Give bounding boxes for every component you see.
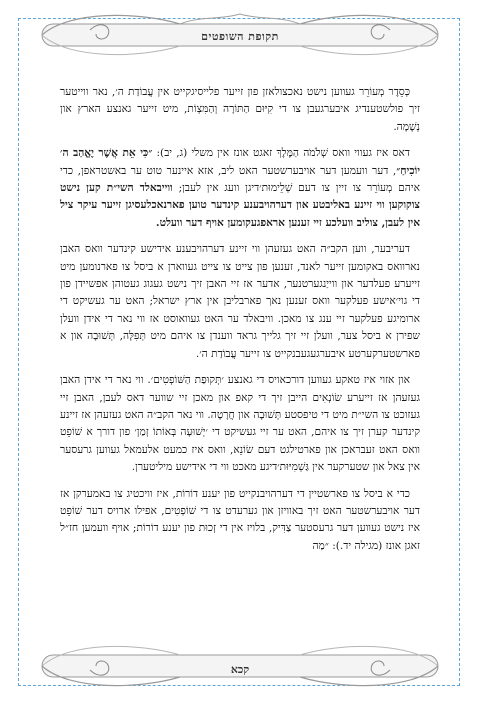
verse-quote: ״כִּי אֵת אֲשֶׁר יֶאֱהַב ה׳ יוֹכִיחַ״	[60, 147, 420, 177]
paragraph-4: און אזוי איז טאקע געווען דורכאויס די גאנצע ׳תְּקוּפַת הַשּׁוֹפְטִים׳. ווי נאר די אידן האבן געזעהן אז זייערע שׂוֹנְאִים הייבן זיך די קאפ און מאכן זיי שווער דאס לעבן, האבן זיי געזוכט צו השי״ת מיט די טיפסטע תְּשׁוּבָה און חֲרָטָה. ווי נאר הקב״ה האט געזעהן אז זיינע קינדער קערן זיך צו איהם, האט ער זיי געשיקט די ׳יְשׁוּעָה בְּאוֹתוֹ זְמַן׳ פון דורך א שׁוֹפֵט וואס האט זעבראכן און פארטילגט דעם שׂוֹנֵא, וואס איז כמעט אלעמאל געווען גרעסער אין צאל און שטערקער אין גַּשְׁמִיּוּת׳דיגע מאכט ווי די אידישע מיליטערן.	[60, 374, 420, 474]
paragraph-2-intro: דאס איז געווי וואס שְׁלֹמֹה הַמֶּלֶךְ זאגט אונז אין משלי (ג, יב):	[152, 147, 410, 160]
paragraph-2	[60, 145, 420, 232]
running-header-title: תקופת השופטים	[201, 30, 279, 43]
paragraph-3: דעריבער, ווען הקב״ה האט געזעהן ווי זיינע דערהויבענע אידישע קינדער וואס האבן נארוואס באקומען זייער לאנד, זענען פון צייט צו צייט געווארן א ביסל צו פארנומען מיט זייערע פעלדער און ווייַנגערטנער, אדער אז זיי האבן זיך נישט געגוג געטוהן אפשיידן פון די גוי׳אישע פעלקער וואס זענען נאך פארבליבן אין ארץ ישראל; האט ער געשיקט די ארומיגע פעלקער זיי ענג צו מאכן. וויבאלד ער האט געוואוסט אז ווי נאר די אידן וועלן שפירן א ביסל צער, וועלן זיי זיך גלייך גראד ווענדן צו איהם מיט תְּפִלָּה, תְּשׁוּבָה און א פארשטערקערטע איבערגעגעבנקייט צו זייער עֲבוֹדַת ה׳.	[60, 243, 420, 360]
page-number: קכא	[230, 663, 250, 676]
paragraph-2-middle: , דער וועמען דער אויבערשטער האט ליב, אזא איינער טוט ער באשטראפן, כדי איהם מְעוֹרֵר צו זיין צו דעם שְׁלֵימוּת׳דיגן וועג אין לעבן;	[60, 164, 421, 195]
paragraph-5: כדי א ביסל צו פארשטיין די דערהויבנקייט פון יענע דוֹרוֹת, איז וויכטיג צו באמערקן אז דער אויבערשטער האט זיך באוויזן און גערעדט צו די שׁוֹפְטִים, אפילו ארויס דער שׁוֹפֵט איז נישט געווען דער גרעסטער צַדִּיק, בלויז אין די זְכוּת פון יענע דוֹרוֹת; אויף וועמען חז״ל זאגן אונז (מגילה יד.): ״מַה	[60, 487, 420, 552]
paragraph-2-emphasis: ווייבאלד השי״ת קען נישט צוקוקען ווי זיינע באליבטע און דערהויבענע קינדער טוען פארנאכלעסיגן זייער עיקר ציל אין לעבן, צוליב וועלכע זיי זענען אראפגעקומען אויף דער וועלט.	[60, 182, 420, 229]
main-text	[60, 84, 420, 564]
paragraph-1: כְּסֵדֶר מְעוֹרֵר געווען נישט נאכצולאזן פון זייער פלייסיגקייט אין עֲבוֹדַת ה׳, נאר ווייטער זיך פולשטענדיג איבערגעבן צו די קִיּוּם הַתּוֹרָה וְהַמִּצְוֹת, מיט זייער גאנצע הארץ און נְשָׁמָה.	[60, 86, 420, 133]
